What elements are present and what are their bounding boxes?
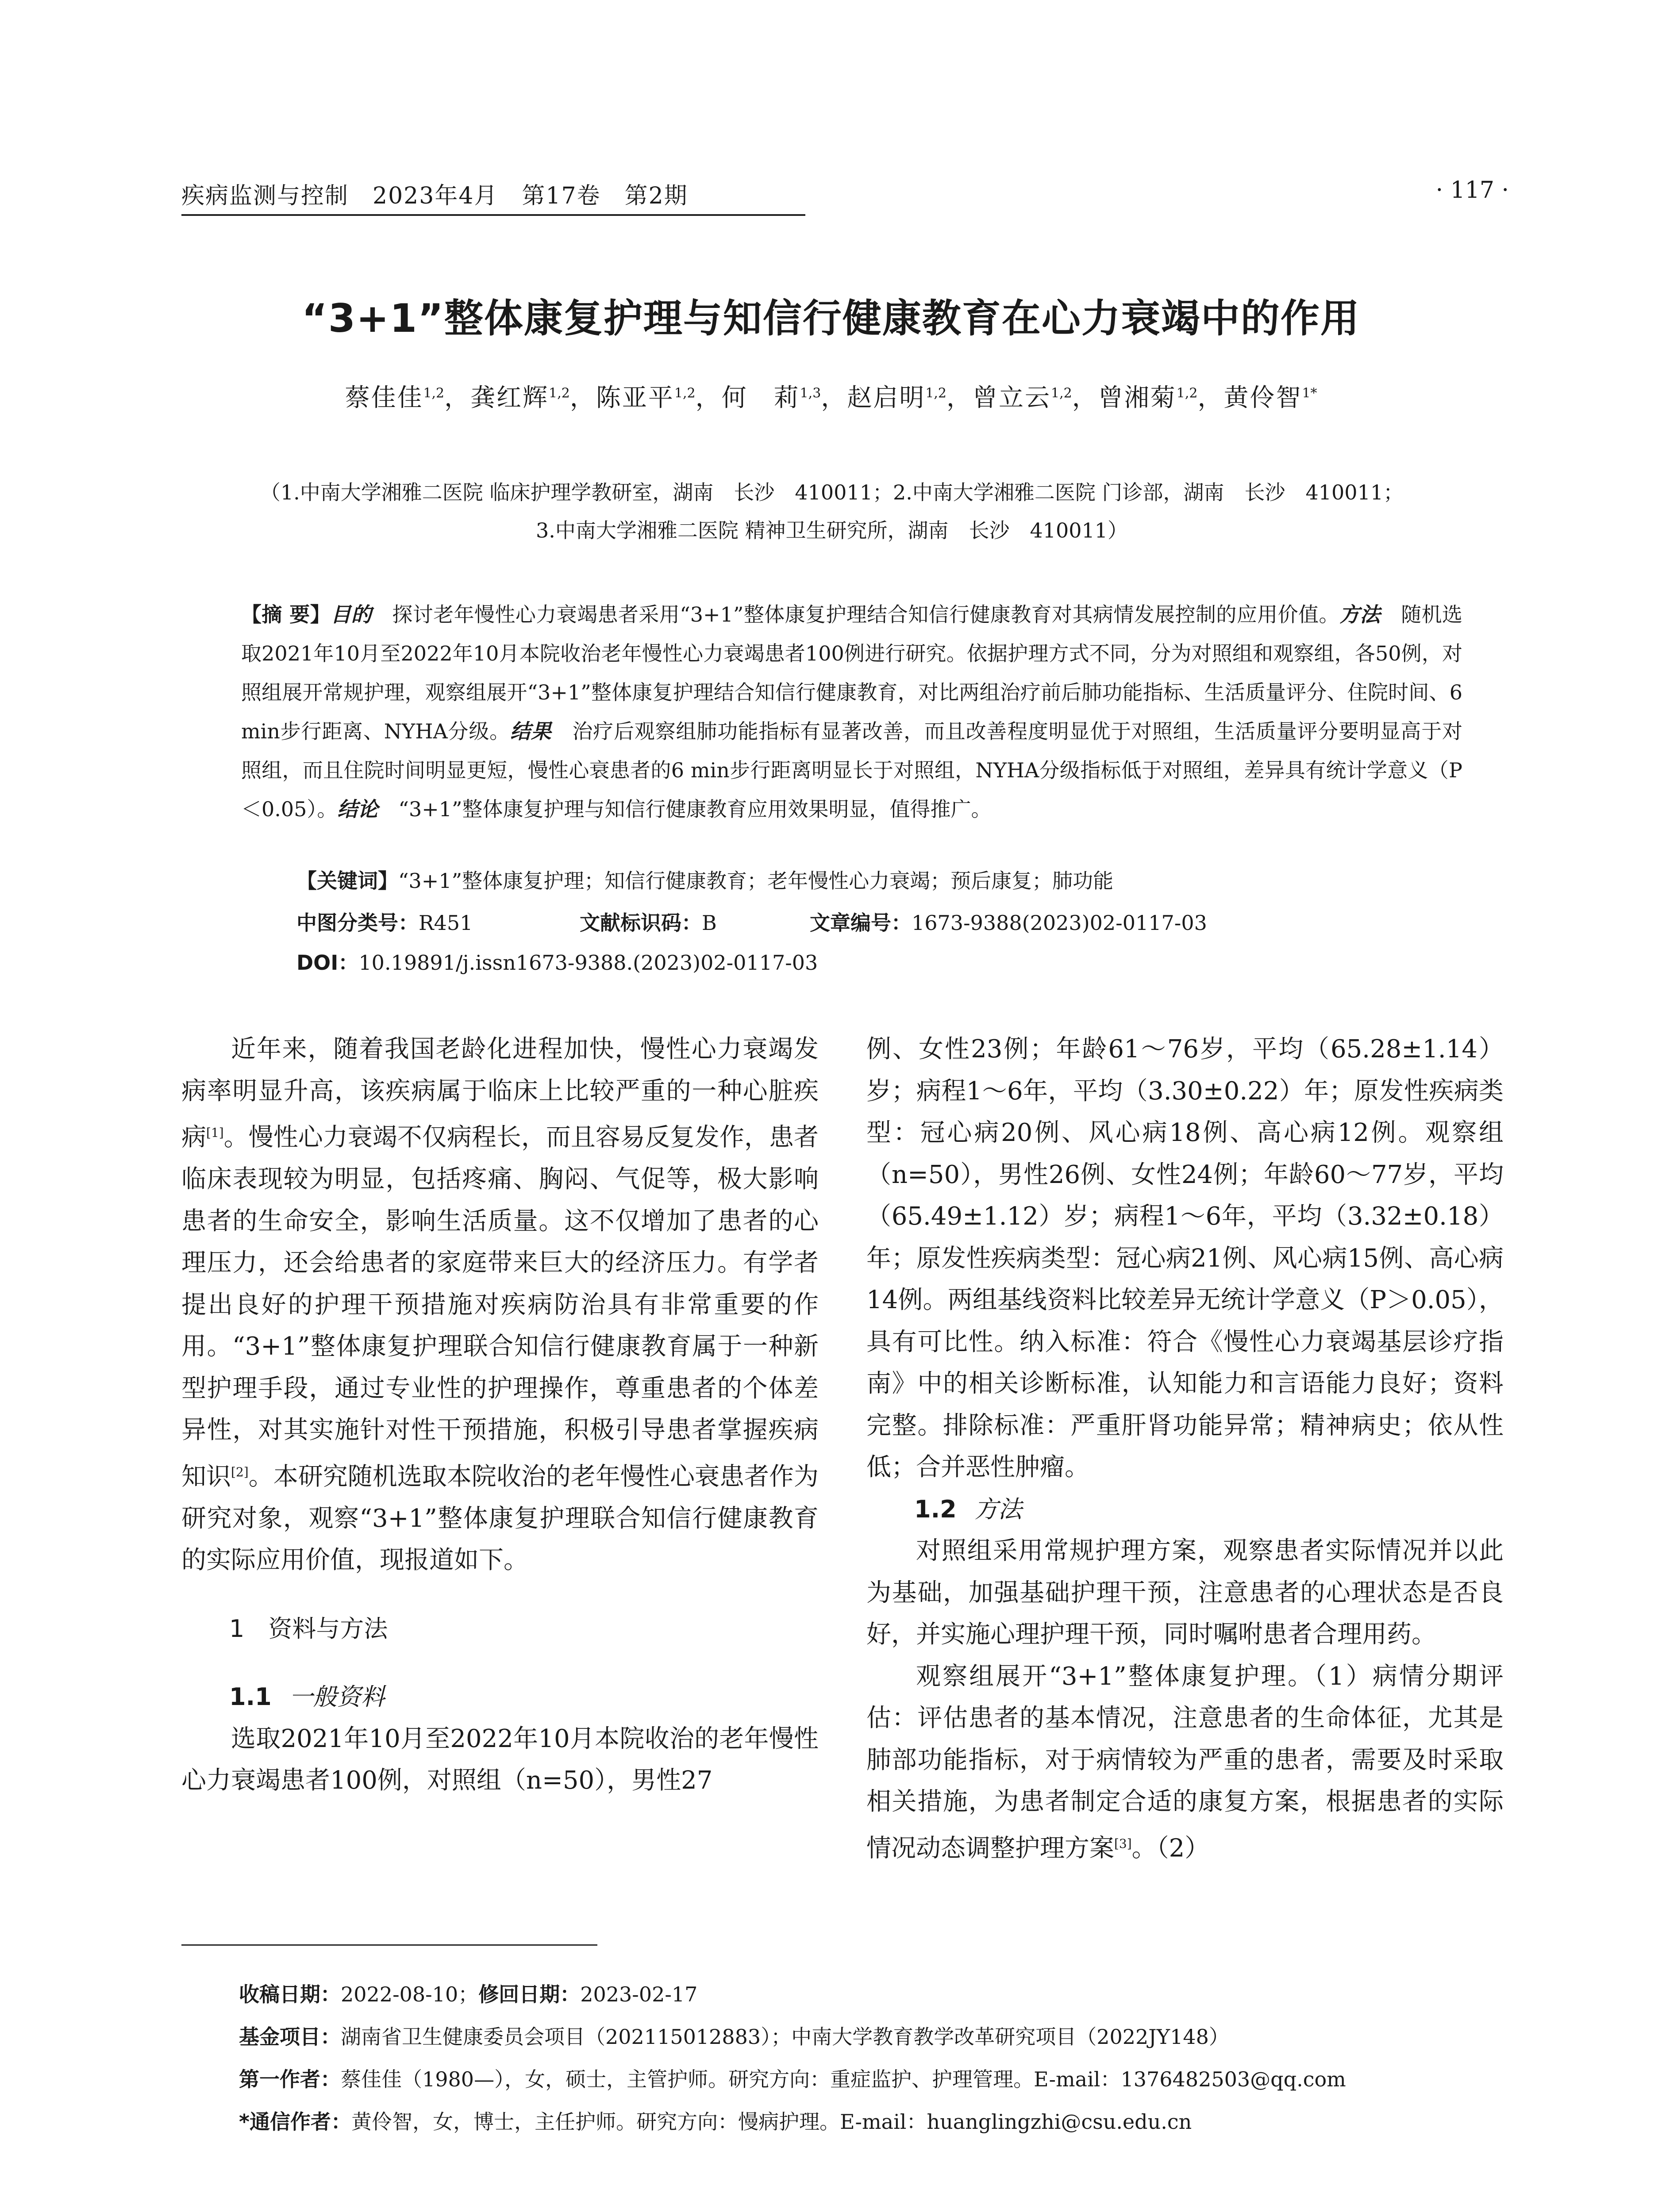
results-text: 治疗后观察组肺功能指标有显著改善，而且改善程度明显优于对照组，生活质量评分要明显高于对照组，而且住院时间明显更短，慢性心衰患者的6 min步行距离明显长于对照组，NYHA分级指标低于对照组，差异具有统计学意义（P＜0.05）。: [241, 719, 1463, 821]
author-affiliation-mark: 1*: [1302, 385, 1317, 401]
author-affiliation-mark: 1,2: [925, 385, 947, 401]
author-affiliation-mark: 1,3: [800, 385, 821, 401]
left-column: [181, 1029, 819, 1802]
document-code: 文献标识码：B: [580, 911, 717, 935]
abstract-label: 【摘 要】: [241, 603, 331, 626]
article-number: 文章编号：1673-9388(2023)02-0117-03: [810, 911, 1207, 935]
keywords-label: 【关键词】: [296, 869, 398, 893]
author: 曾湘菊: [1098, 384, 1177, 412]
general-info-paragraph: 选取2021年10月至2022年10月本院收治的老年慢性心力衰竭患者100例，对照组（n=50），男性27: [181, 1724, 819, 1795]
footnote-rule: [181, 1944, 597, 1946]
fund-line: 基金项目：湖南省卫生健康委员会项目（202115012883）；中南大学教育教学改革研究项目（2022JY148）: [239, 2025, 1229, 2049]
general-info-continued: 例、女性23例；年龄61～76岁，平均（65.28±1.14）岁；病程1～6年，平均（3.30±0.22）年；原发性疾病类型：冠心病20例、风心病18例、高心病12例。观察组（n=50），男性26例、女性24例；年龄60～77岁，平均（65.49±1.12）岁；病程1～6年，平均（3.32±0.18）年；原发性疾病类型：冠心病21例、风心病15例、高心病14例。两组基线资料比较差异无统计学意义（P＞0.05），具有可比性。纳入标准：符合《慢性心力衰竭基层诊疗指南》中的相关诊断标准，认知能力和言语能力良好；资料完整。排除标准：严重肝肾功能异常；精神病史；依从性低；合并恶性肿瘤。: [866, 1035, 1504, 1482]
author: 陈亚平: [596, 384, 674, 412]
objective-text: 探讨老年慢性心力衰竭患者采用“3+1”整体康复护理结合知信行健康教育对其病情发展控制的应用价值。: [392, 603, 1339, 626]
journal-info: 疾病监测与控制 2023年4月 第17卷 第2期: [181, 183, 688, 209]
header-rule: [181, 214, 805, 216]
subsection-heading-1-1: 1.1 一般资料: [229, 1683, 385, 1711]
citation-1: [1]: [206, 1125, 224, 1140]
results-label: 结果: [510, 719, 552, 743]
affiliation-line-2: 3.中南大学湘雅二医院 精神卫生研究所，湖南 长沙 410011）: [535, 518, 1128, 542]
author: 何 莉: [721, 384, 800, 412]
article-title: “3+1”整体康复护理与知信行健康教育在心力衰竭中的作用: [302, 296, 1360, 341]
clc-number: 中图分类号：R451: [296, 911, 473, 935]
dates-line: 收稿日期：2022-08-10；修回日期：2023-02-17: [239, 1982, 698, 2006]
section-heading-1: 1 资料与方法: [229, 1614, 388, 1643]
observation-method-paragraph: 观察组展开“3+1”整体康复护理。（1）病情分期评估：评估患者的基本情况，注意患者的生命体征，尤其是肺部功能指标，对于病情较为严重的患者，需要及时采取相关措施，为患者制定合适的康复方案，根据患者的实际情况动态调整护理方案[3]。（2）: [866, 1662, 1504, 1863]
citation-2: [2]: [231, 1464, 249, 1479]
page-number: · 117 ·: [1435, 177, 1509, 204]
author-affiliation-mark: 1,2: [674, 385, 696, 401]
first-author-line: 第一作者：蔡佳佳（1980—），女，硕士，主管护师。研究方向：重症监护、护理管理。E-mail：1376482503@qq.com: [239, 2067, 1346, 2091]
affiliations: [186, 473, 1478, 549]
author-list: 蔡佳佳$^{1,2}$，龚红辉$^{1,2}$，陈亚平$^{1,2}$，何 莉$^{1,3}$，赵启明$^{1,2}$，曾立云$^{1,2}$，曾湘菊$^{1,2}$，黄伶智$^{1*}$: [345, 384, 1317, 412]
running-header: [181, 177, 1509, 212]
methods-text: 随机选取2021年10月至2022年10月本院收治老年慢性心力衰竭患者100例进行研究。依据护理方式不同，分为对照组和观察组，各50例，对照组展开常规护理，观察组展开“3+1”整体康复护理结合知信行健康教育，对比两组治疗前后肺功能指标、生活质量评分、住院时间、6 min步行距离、NYHA分级。: [241, 603, 1463, 743]
affiliation-line-1: （1.中南大学湘雅二医院 临床护理学教研室，湖南 长沙 410011；2.中南大学湘雅二医院 门诊部，湖南 长沙 410011；: [260, 480, 1404, 504]
author-affiliation-mark: 1,2: [1051, 385, 1072, 401]
subsection-heading-1-2: 1.2 方法: [914, 1495, 1022, 1523]
citation-3: [3]: [1114, 1836, 1132, 1851]
control-method-paragraph: 对照组采用常规护理方案，观察患者实际情况并以此为基础，加强基础护理干预，注意患者的心理状态是否良好，并实施心理护理干预，同时嘱咐患者合理用药。: [866, 1536, 1504, 1649]
author: 赵启明: [847, 384, 926, 412]
author: 曾立云: [973, 384, 1051, 412]
intro-paragraph: 近年来，随着我国老龄化进程加快，慢性心力衰竭发病率明显升高，该疾病属于临床上比较严重的一种心脏疾病[1]。慢性心力衰竭不仅病程长，而且容易反复发作，患者临床表现较为明显，包括疼痛、胸闷、气促等，极大影响患者的生命安全，影响生活质量。这不仅增加了患者的心理压力，还会给患者的家庭带来巨大的经济压力。有学者提出良好的护理干预措施对疾病防治具有非常重要的作用。“3+1”整体康复护理联合知信行健康教育属于一种新型护理手段，通过专业性的护理操作，尊重患者的个体差异性，对其实施针对性干预措施，积极引导患者掌握疾病知识[2]。本研究随机选取本院收治的老年慢性心衰患者作为研究对象，观察“3+1”整体康复护理联合知信行健康教育的实际应用价值，现报道如下。: [181, 1035, 819, 1575]
corresponding-author-line: *通信作者：黄伶智，女，博士，主任护师。研究方向：慢病护理。E-mail：huanglingzhi@csu.edu.cn: [239, 2110, 1192, 2134]
footnotes: [239, 1973, 1513, 2143]
keywords: [296, 865, 1465, 894]
author: 龚红辉: [470, 384, 549, 412]
author-affiliation-mark: 1,2: [549, 385, 570, 401]
abstract: [241, 595, 1462, 829]
objective-label: 目的: [331, 603, 372, 626]
methods-label: 方法: [1339, 603, 1381, 626]
author: 黄伶智: [1223, 384, 1302, 412]
keywords-text: “3+1”整体康复护理；知信行健康教育；老年慢性心力衰竭；预后康复；肺功能: [398, 869, 1114, 893]
conclusion-text: “3+1”整体康复护理与知信行健康教育应用效果明显，值得推广。: [398, 797, 992, 821]
author-affiliation-mark: 1,2: [1176, 385, 1198, 401]
right-column: [866, 1029, 1504, 1870]
author: 蔡佳佳: [345, 384, 423, 412]
doi: DOI：10.19891/j.issn1673-9388.(2023)02-0117-03: [296, 951, 818, 975]
conclusion-label: 结论: [337, 797, 378, 821]
author-affiliation-mark: 1,2: [423, 385, 445, 401]
